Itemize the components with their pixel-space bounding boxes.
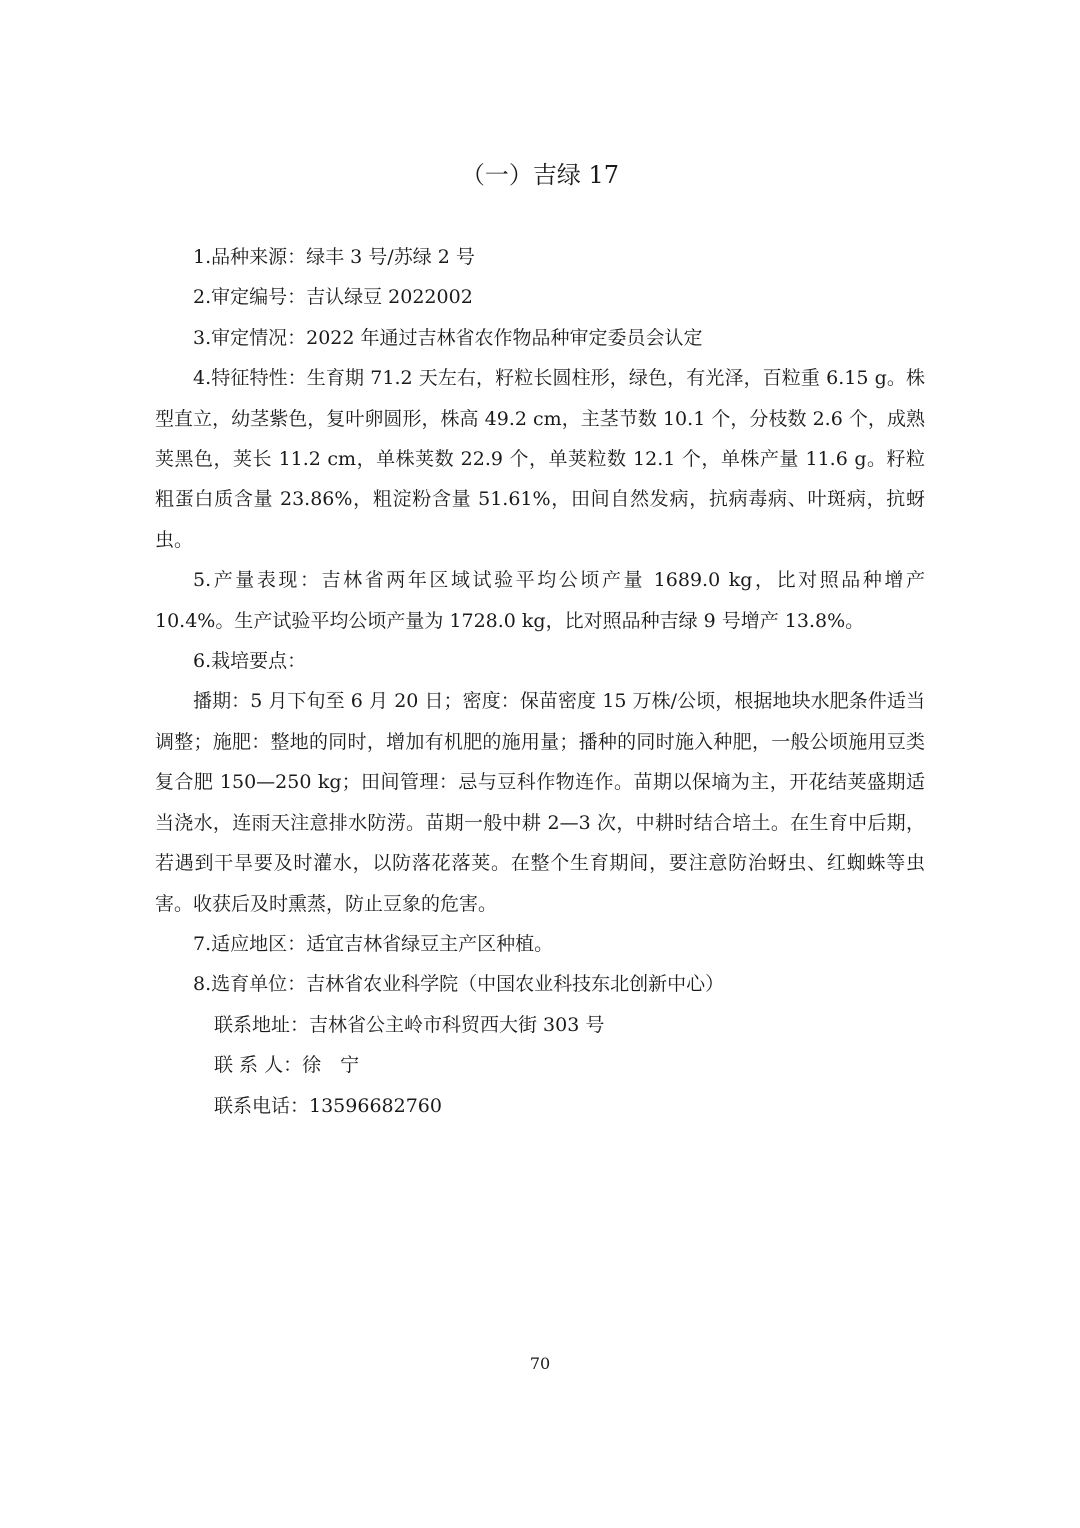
variety-source: 1.品种来源：绿丰 3 号/苏绿 2 号	[193, 246, 475, 268]
breeding-unit: 8.选育单位：吉林省农业科学院（中国农业科技东北创新中心）	[193, 973, 725, 996]
registration-status: 3.审定情况：2022 年通过吉林省农作物品种审定委员会认定	[193, 326, 703, 349]
cultivation-details: 播期：5 月下旬至 6 月 20 日；密度：保苗密度 15 万株/公顷，根据地块水肥条件适当调整；施肥：整地的同时，增加有机肥的施用量；播种的同时施入种肥，一般公顷施用豆类复合肥 150—250 kg；田间管理：忌与豆科作物连作。苗期以保墒为主，开花结荚盛期适当浇水，连雨天注意排水防涝。苗期一般中耕 2—3 次，中耕时结合培土。在生育中后期，若遇到干旱要及时灌水，以防落花落荚。在整个生育期间，要注意防治蚜虫、红蜘蛛等虫害。收获后及时熏蒸，防止豆象的危害。	[155, 690, 925, 915]
page-title: （一）吉绿 17	[460, 161, 620, 189]
document-body	[155, 237, 925, 1126]
suitable-regions: 7.适应地区：适宜吉林省绿豆主产区种植。	[193, 932, 554, 955]
contact-phone: 联系电话：13596682760	[214, 1094, 442, 1117]
contact-address: 联系地址：吉林省公主岭市科贸西大街 303 号	[214, 1013, 605, 1036]
characteristics: 4.特征特性：生育期 71.2 天左右，籽粒长圆柱形，绿色，有光泽，百粒重 6.15 g。株型直立，幼茎紫色，复叶卵圆形，株高 49.2 cm，主茎节数 10.1 个，分枝数 2.6 个，成熟荚黑色，荚长 11.2 cm，单株荚数 22.9 个，单荚粒数 12.1 个，单株产量 11.6 g。籽粒粗蛋白质含量 23.86%，粗淀粉含量 51.61%，田间自然发病，抗病毒病、叶斑病，抗蚜虫。	[155, 367, 925, 551]
registration-number: 2.审定编号：吉认绿豆 2022002	[193, 286, 473, 309]
contact-person: 联 系 人：徐 宁	[214, 1054, 360, 1077]
yield-performance: 5.产量表现：吉林省两年区域试验平均公顷产量 1689.0 kg，比对照品种增产 10.4%。生产试验平均公顷产量为 1728.0 kg，比对照品种吉绿 9 号增产 13.8%。	[155, 569, 925, 632]
cultivation-heading: 6.栽培要点：	[193, 650, 307, 673]
page-number: 70	[529, 1354, 551, 1373]
